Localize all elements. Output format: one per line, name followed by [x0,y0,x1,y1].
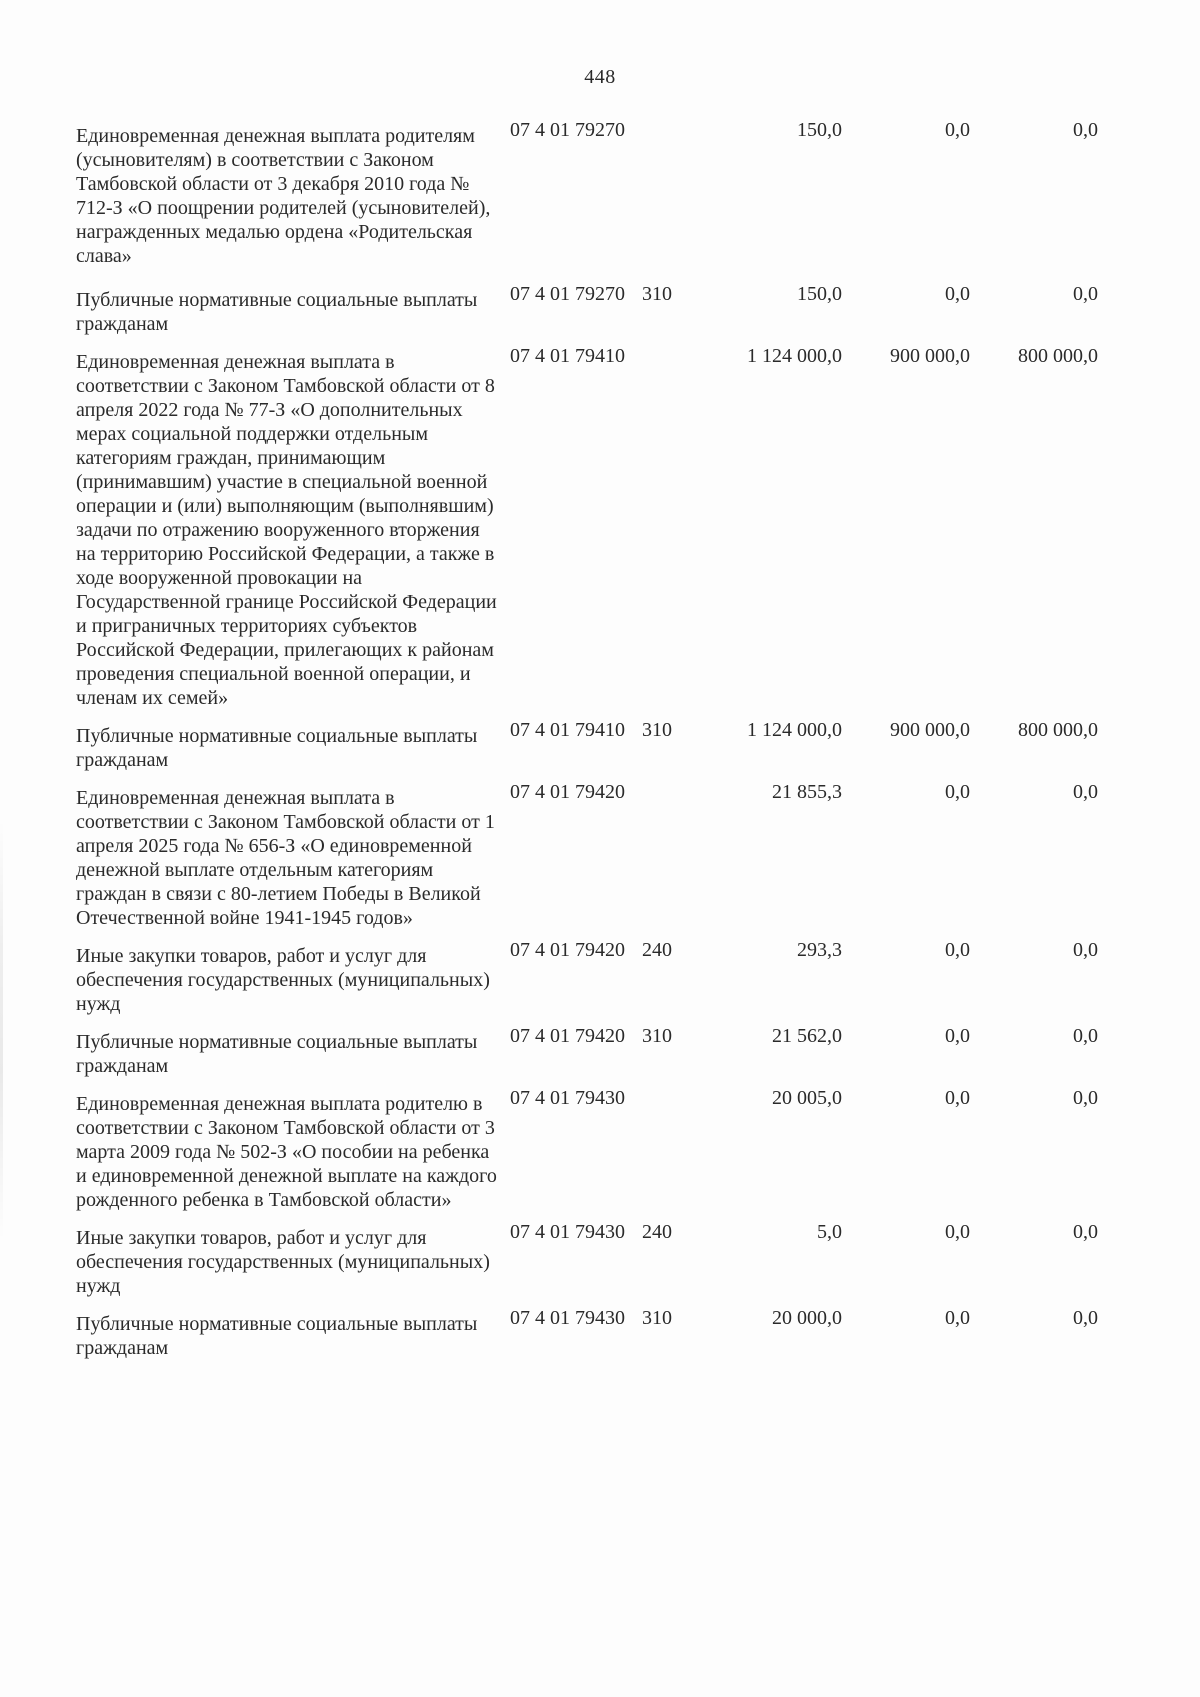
row-amount-year1: 150,0 [797,283,842,305]
row-amount-year2: 900 000,0 [890,719,970,741]
row-amount-year2: 0,0 [945,1087,970,1109]
table-row [76,282,1166,336]
row-name: Публичные нормативные социальные выплаты гражданам [76,1313,478,1359]
row-amount-year1: 20 000,0 [772,1307,842,1329]
row-name: Единовременная денежная выплата родителю в соответствии с Законом Тамбовской области от 3 марта 2009 года № 502-З «О пособии на ребенка и единовременной денежной выплате на каждого рожденного ребенка в Тамбовской области» [76,1093,497,1211]
row-code: 07 4 01 79270 [510,283,625,305]
row-expense-type: 310 [642,283,672,305]
row-expense-type: 310 [642,1025,672,1047]
row-code: 07 4 01 79430 [510,1087,625,1109]
row-amount-year3: 0,0 [1073,1307,1098,1329]
row-code: 07 4 01 79430 [510,1221,625,1243]
row-amount-year3: 0,0 [1073,1087,1098,1109]
row-name: Публичные нормативные социальные выплаты гражданам [76,1031,478,1077]
row-amount-year3: 0,0 [1073,1025,1098,1047]
row-amount-year3: 0,0 [1073,283,1098,305]
row-expense-type: 310 [642,719,672,741]
table-row [76,1086,1166,1212]
row-expense-type: 310 [642,1307,672,1329]
row-amount-year3: 800 000,0 [1018,719,1098,741]
row-name: Единовременная денежная выплата родителям (усыновителям) в соответствии с Законом Тамбовской области от 3 декабря 2010 года № 712-З «О поощрении родителей (усыновителей), награжденных медалью ордена «Родительская слава» [76,125,491,267]
row-name: Иные закупки товаров, работ и услуг для обеспечения государственных (муниципальных) нужд [76,1227,490,1297]
row-amount-year2: 900 000,0 [890,345,970,367]
table-row [76,1024,1166,1078]
row-amount-year2: 0,0 [945,119,970,141]
row-name: Единовременная денежная выплата в соответствии с Законом Тамбовской области от 8 апреля 2022 года № 77-З «О дополнительных мерах социальной поддержки отдельным категориям граждан, принимающим (принимавшим) участие в специальной военной операции и (или) выполняющим (выполнявшим) задачи по отражению вооруженного вторжения на территорию Российской Федерации, а также в ходе вооруженной провокации на Государственной границе Российской Федерации и приграничных территориях субъектов Российской Федерации, прилегающих к районам проведения специальной военной операции, и членам их семей» [76,351,497,709]
row-amount-year1: 150,0 [797,119,842,141]
row-amount-year1: 1 124 000,0 [747,345,842,367]
row-amount-year3: 0,0 [1073,939,1098,961]
row-expense-type: 240 [642,1221,672,1243]
row-code: 07 4 01 79410 [510,345,625,367]
row-amount-year3: 0,0 [1073,781,1098,803]
table-row [76,1306,1166,1360]
row-name: Публичные нормативные социальные выплаты гражданам [76,289,478,335]
scan-edge-mark [0,820,3,1240]
row-code: 07 4 01 79420 [510,1025,625,1047]
table-row [76,1220,1166,1298]
page-number: 448 [584,66,616,88]
row-code: 07 4 01 79420 [510,939,625,961]
row-code: 07 4 01 79410 [510,719,625,741]
table-row [76,718,1166,772]
row-amount-year2: 0,0 [945,1307,970,1329]
row-amount-year2: 0,0 [945,283,970,305]
row-name: Единовременная денежная выплата в соответствии с Законом Тамбовской области от 1 апреля 2025 года № 656-З «О единовременной денежной выплате отдельным категориям граждан в связи с 80-летием Победы в Великой Отечественной войне 1941-1945 годов» [76,787,495,929]
row-amount-year1: 21 562,0 [772,1025,842,1047]
table-row [76,118,1166,268]
row-amount-year1: 5,0 [817,1221,842,1243]
row-amount-year1: 21 855,3 [772,781,842,803]
row-name: Иные закупки товаров, работ и услуг для обеспечения государственных (муниципальных) нужд [76,945,490,1015]
row-expense-type: 240 [642,939,672,961]
row-amount-year1: 20 005,0 [772,1087,842,1109]
row-amount-year2: 0,0 [945,781,970,803]
row-amount-year1: 293,3 [797,939,842,961]
row-code: 07 4 01 79420 [510,781,625,803]
row-amount-year3: 0,0 [1073,119,1098,141]
row-amount-year2: 0,0 [945,1221,970,1243]
row-amount-year1: 1 124 000,0 [747,719,842,741]
row-amount-year2: 0,0 [945,939,970,961]
row-code: 07 4 01 79430 [510,1307,625,1329]
row-amount-year3: 0,0 [1073,1221,1098,1243]
row-amount-year3: 800 000,0 [1018,345,1098,367]
budget-table [76,118,1166,1360]
row-name: Публичные нормативные социальные выплаты гражданам [76,725,478,771]
table-row [76,780,1166,930]
table-row [76,344,1166,710]
row-amount-year2: 0,0 [945,1025,970,1047]
row-code: 07 4 01 79270 [510,119,625,141]
table-row [76,938,1166,1016]
